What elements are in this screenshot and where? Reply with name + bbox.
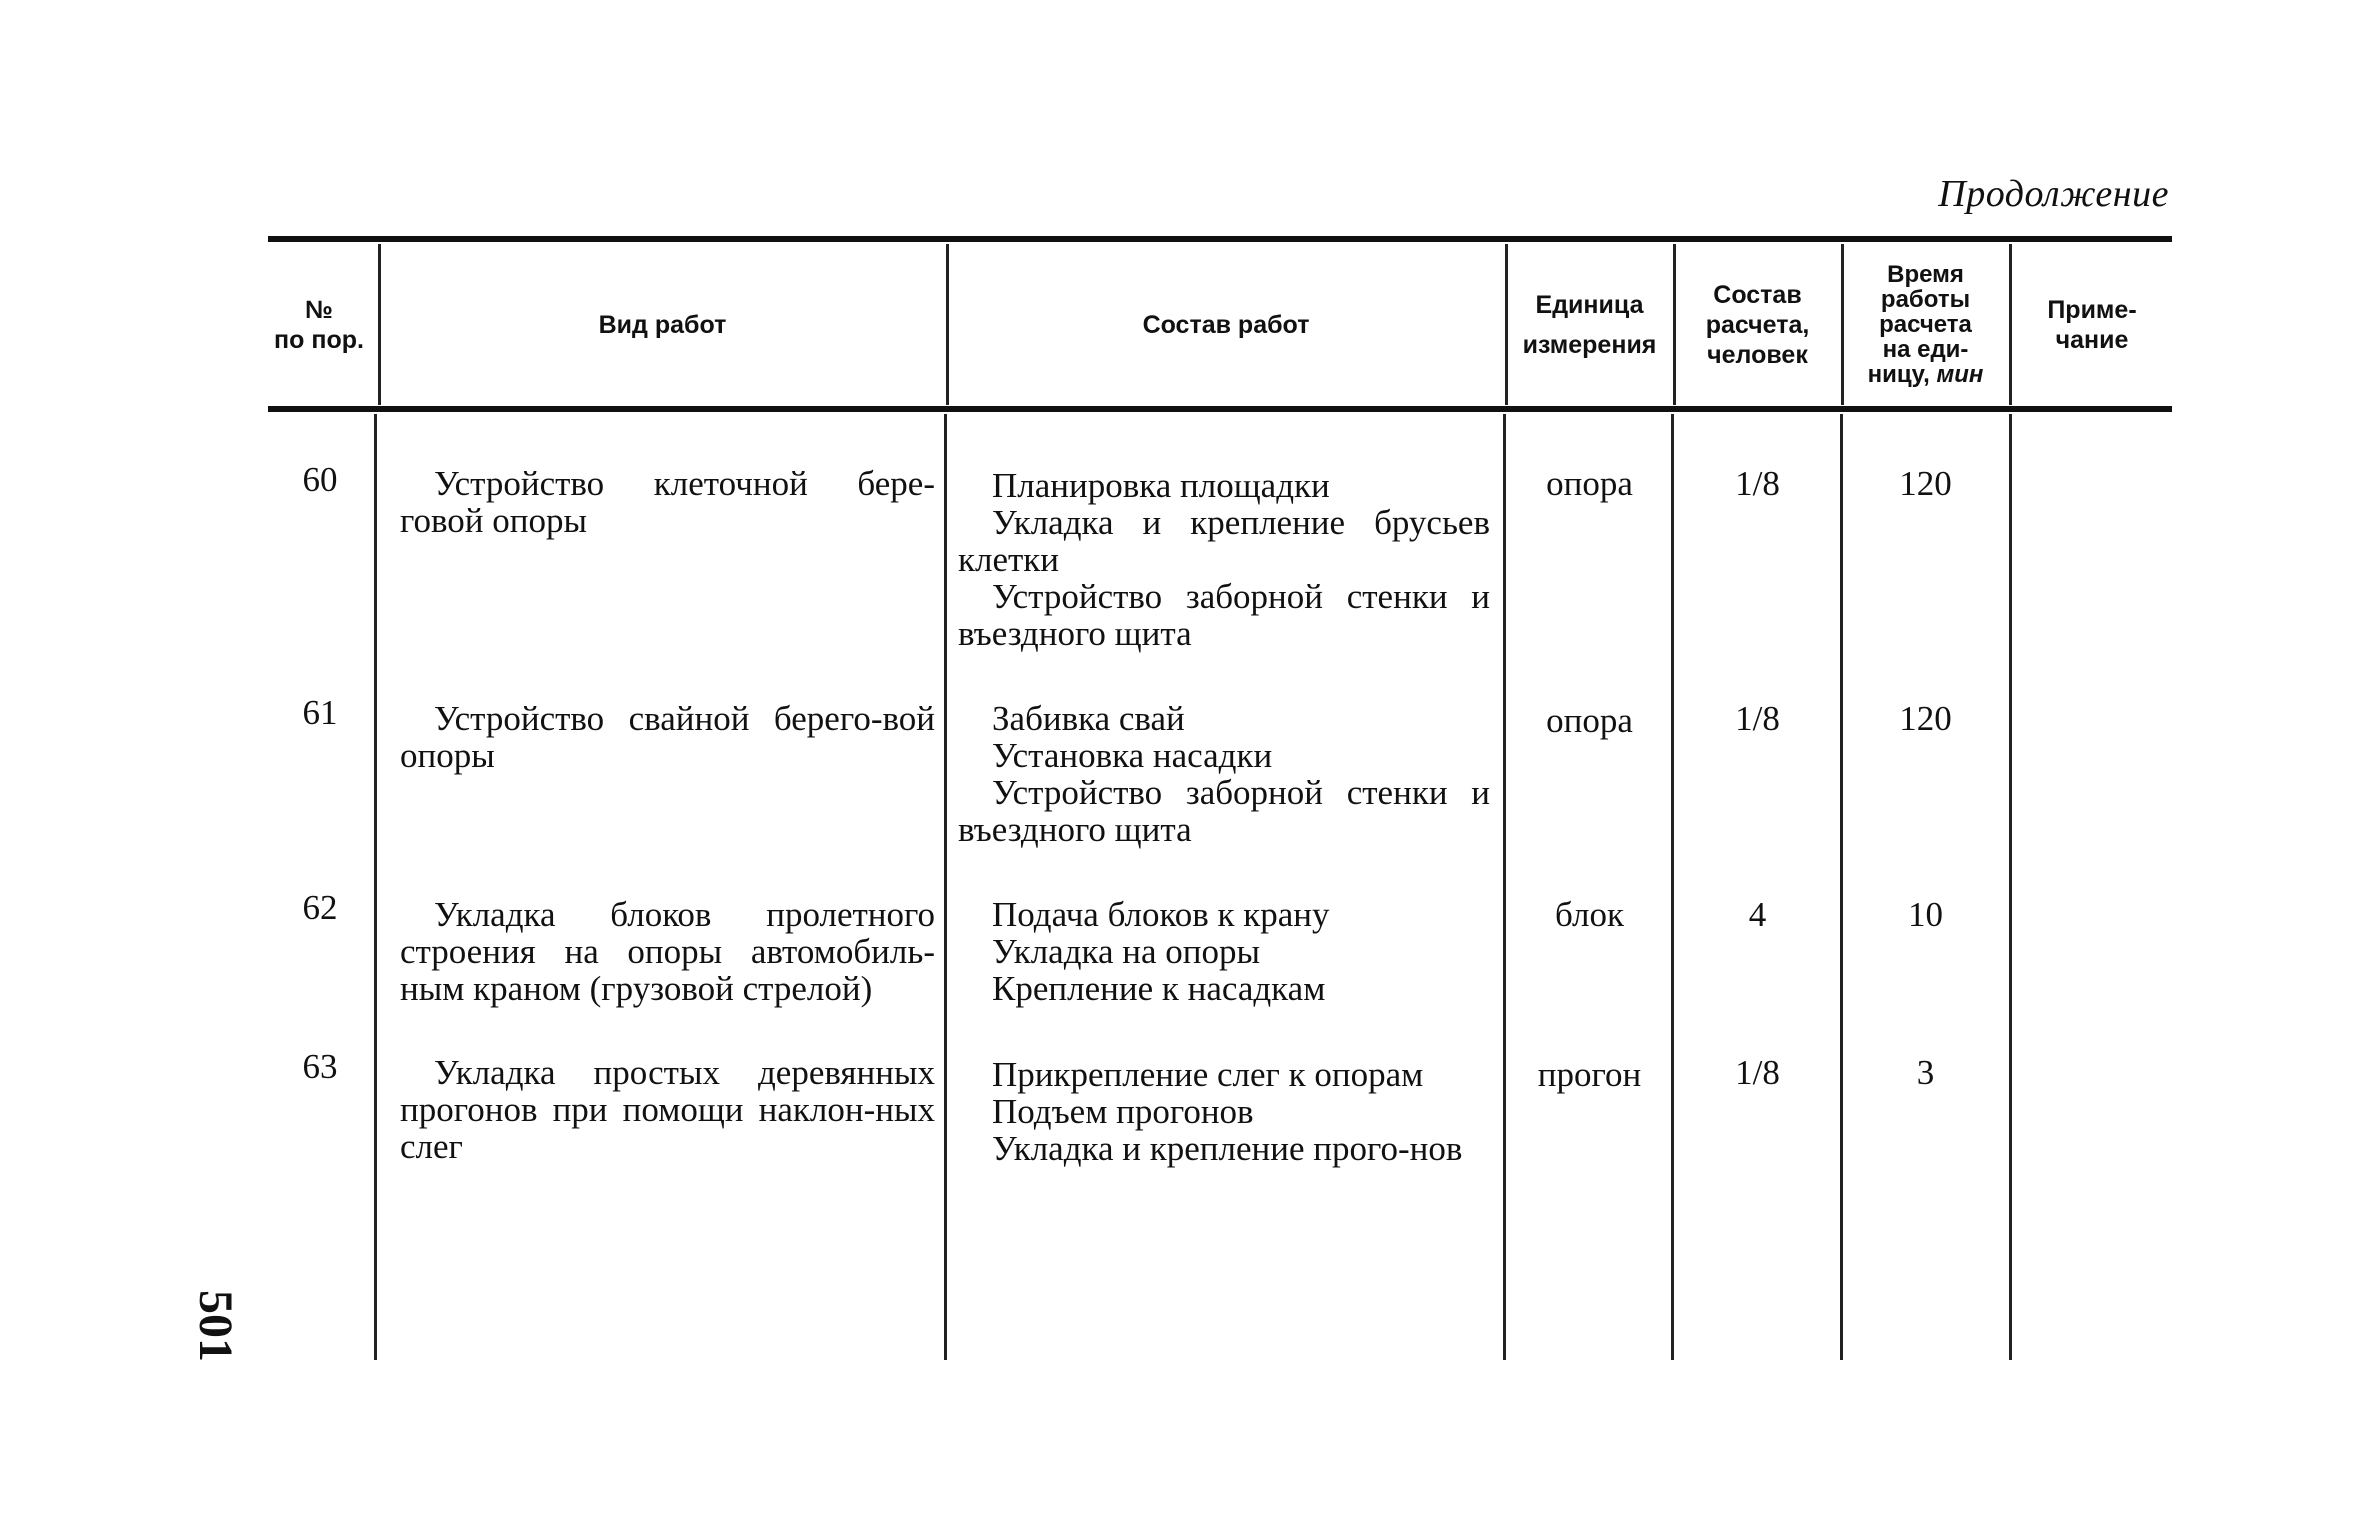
header-crew: Состав расчета, человек	[1705, 280, 1810, 369]
table-top-rule	[268, 236, 2172, 242]
unit-cell: прогон	[1537, 1055, 1642, 1094]
composition-cell: Прикрепление слег к опорам Подъем прогонов Укладка и крепление прого-нов	[992, 1055, 1463, 1168]
row-number: 61	[302, 693, 338, 732]
composition-cell: Подача блоков к крану Укладка на опоры Крепление к насадкам	[992, 895, 1330, 1008]
unit-cell: опора	[1546, 464, 1633, 503]
column-divider	[374, 414, 377, 1360]
row-number: 63	[302, 1047, 338, 1086]
time-cell: 120	[1899, 699, 1952, 738]
header-num: № по пор.	[274, 295, 364, 354]
time-cell: 120	[1899, 464, 1952, 503]
header-time: Время работы расчета на еди- ницу, мин	[1867, 260, 1984, 389]
header-unit: Единица измерения	[1522, 290, 1657, 359]
crew-cell: 1/8	[1735, 464, 1780, 503]
header-bottom-rule	[268, 406, 2172, 412]
work-type-cell: Устройство свайной берего-вой опоры	[400, 699, 935, 775]
work-type-cell: Укладка блоков пролетного строения на опоры автомобиль-ным краном (грузовой стрелой)	[400, 895, 935, 1008]
work-type-cell: Устройство клеточной бере-говой опоры	[400, 464, 935, 540]
crew-cell: 1/8	[1735, 1053, 1780, 1092]
header-note: Приме- чание	[2047, 295, 2137, 354]
column-divider	[1503, 414, 1506, 1360]
crew-cell: 4	[1748, 895, 1767, 934]
crew-cell: 1/8	[1735, 699, 1780, 738]
header-composition: Состав работ	[1142, 310, 1310, 339]
column-divider	[1671, 414, 1674, 1360]
work-type-cell: Укладка простых деревянных прогонов при помощи наклон-ных слег	[400, 1053, 935, 1166]
unit-cell: блок	[1555, 895, 1624, 934]
continuation-label: Продолжение	[1938, 173, 2169, 215]
header-work-type: Вид работ	[598, 310, 727, 339]
row-number: 62	[302, 888, 338, 927]
time-cell: 3	[1916, 1053, 1935, 1092]
page-number: 501	[189, 1290, 242, 1362]
column-divider	[1840, 414, 1843, 1360]
row-number: 60	[302, 460, 338, 499]
column-divider	[944, 414, 947, 1360]
time-unit-label: мин	[1936, 361, 1984, 389]
unit-cell: опора	[1546, 701, 1633, 740]
composition-cell: Планировка площадки Укладка и крепление брусьев клетки Устройство заборной стенки и въездного щита	[958, 466, 1490, 653]
column-divider	[2009, 414, 2012, 1360]
time-cell: 10	[1908, 895, 1943, 934]
composition-cell: Забивка свай Установка насадки Устройство заборной стенки и въездного щита	[958, 699, 1490, 849]
